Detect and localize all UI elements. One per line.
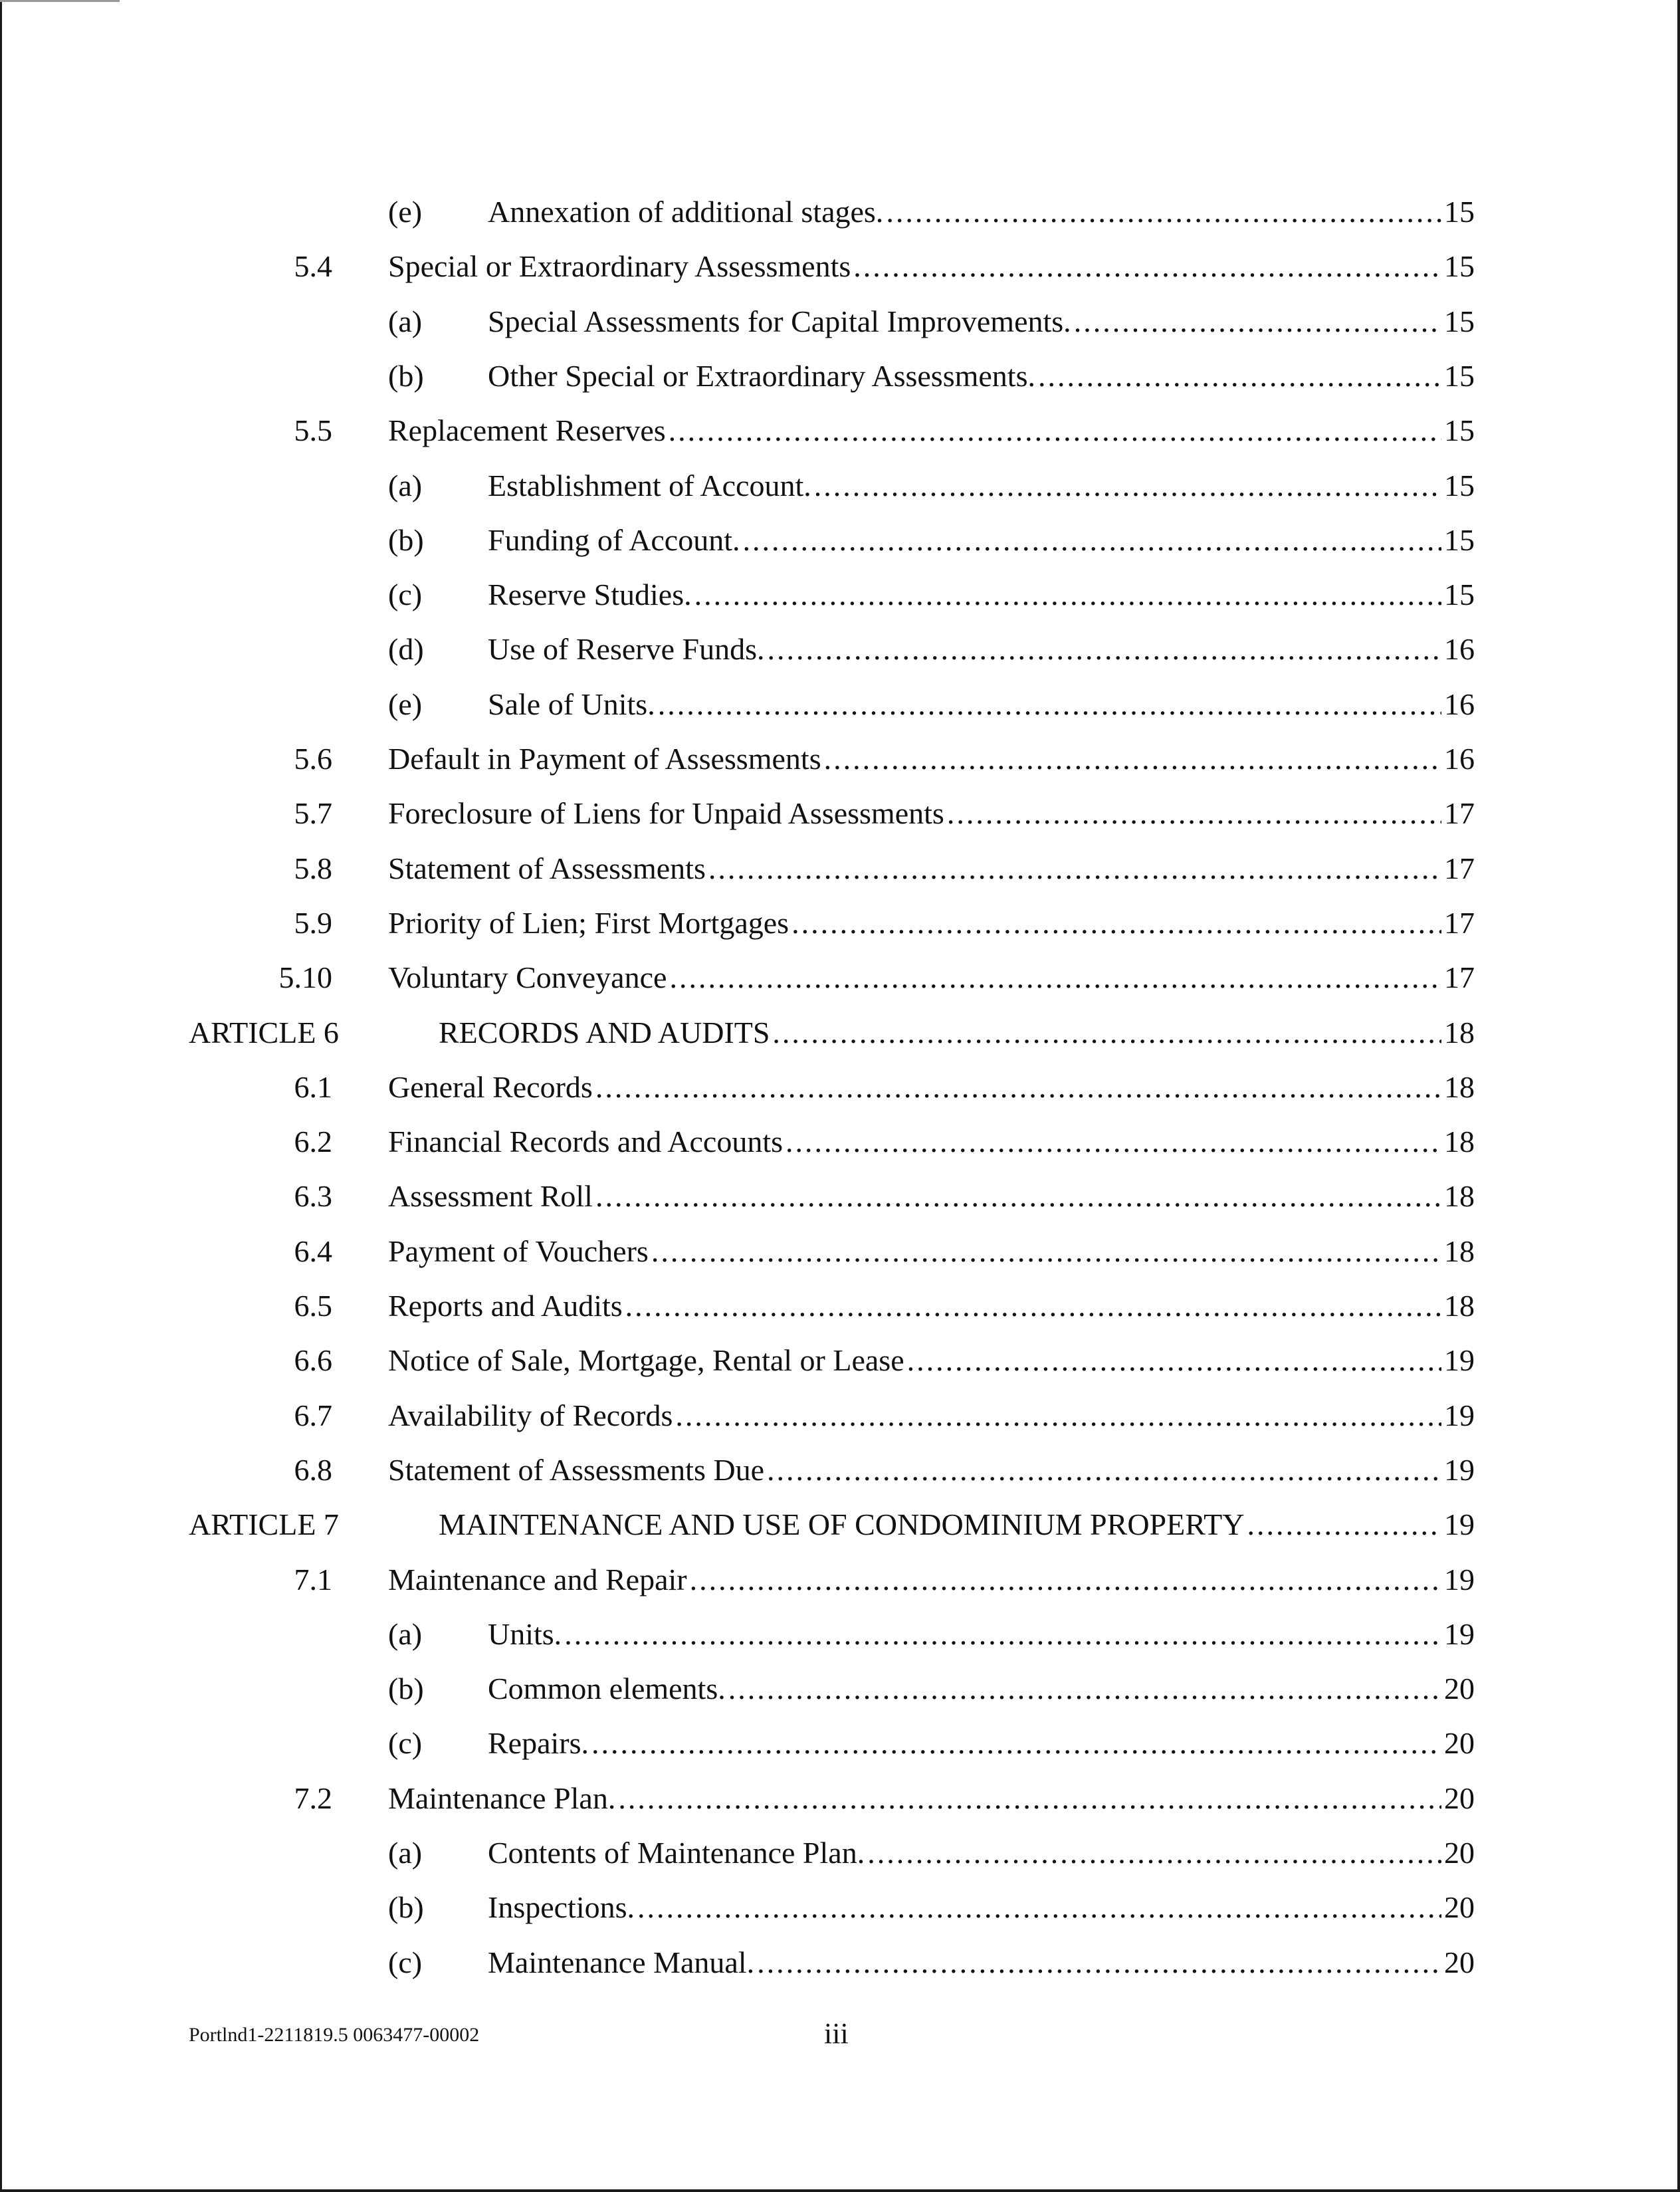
- toc-entry-line: [388, 1115, 1475, 1169]
- toc-section-number: 5.10: [278, 960, 332, 994]
- toc-page-number: 18: [1444, 1289, 1475, 1323]
- dot-leader: [658, 677, 1441, 732]
- toc-entry-line: [388, 1169, 1475, 1224]
- toc-page-number: 18: [1444, 1234, 1475, 1268]
- toc-entry-line: [388, 896, 1475, 950]
- toc-entry-line: [388, 239, 1475, 294]
- toc-section-number: 6.3: [294, 1179, 332, 1213]
- dot-leader: [947, 786, 1441, 841]
- toc-entry: [0, 1060, 1680, 1115]
- toc-entry-title: Inspections.: [488, 1890, 635, 1924]
- toc-entry: [0, 1006, 1680, 1060]
- toc-entry: [0, 1333, 1680, 1388]
- toc-page-number: 20: [1444, 1672, 1475, 1705]
- toc-section-number: 7.1: [294, 1563, 332, 1596]
- toc-entry-title: Voluntary Conveyance: [388, 960, 667, 994]
- toc-article-number: ARTICLE 6: [189, 1016, 339, 1049]
- dot-leader: [669, 950, 1441, 1005]
- toc-section-number: 5.9: [294, 906, 332, 940]
- dot-leader: [1038, 349, 1441, 403]
- toc-entry-title: Financial Records and Accounts: [388, 1125, 784, 1158]
- toc-subsection-label: (b): [388, 1890, 424, 1924]
- toc-page-number: 20: [1444, 1781, 1475, 1815]
- toc-page-number: 17: [1444, 960, 1475, 994]
- toc-entry: [0, 677, 1680, 732]
- toc-entry: [0, 1115, 1680, 1169]
- toc-page-number: 20: [1444, 1890, 1475, 1924]
- toc-subsection-label: (a): [388, 1617, 423, 1651]
- toc-entry-line: [488, 349, 1475, 403]
- dot-leader: [814, 459, 1441, 513]
- toc-subsection-label: (b): [388, 523, 424, 557]
- toc-section-number: 6.8: [294, 1453, 332, 1487]
- toc-entry-line: [488, 185, 1475, 239]
- toc-entry-title: Annexation of additional stages.: [488, 195, 884, 229]
- toc-entry: [0, 1224, 1680, 1279]
- toc-page-number: 20: [1444, 1945, 1475, 1979]
- dot-leader: [853, 239, 1441, 294]
- toc-page-number: 19: [1444, 1453, 1475, 1487]
- toc-section-number: 6.6: [294, 1343, 332, 1377]
- toc-page-number: 15: [1444, 578, 1475, 611]
- toc-subsection-label: (e): [388, 687, 423, 721]
- toc-entry-title: Use of Reserve Funds.: [488, 632, 765, 666]
- toc-subsection-label: (d): [388, 632, 424, 666]
- toc-section-number: 5.7: [294, 796, 332, 830]
- toc-page-number: 19: [1444, 1398, 1475, 1432]
- toc-entry-line: [388, 1333, 1475, 1388]
- toc-entry-line: [388, 1553, 1475, 1607]
- toc-entry: [0, 1716, 1680, 1771]
- toc-entry-line: [488, 1716, 1475, 1771]
- toc-entry-line: [388, 950, 1475, 1005]
- dot-leader: [690, 1553, 1441, 1607]
- toc-section-number: 5.8: [294, 851, 332, 885]
- toc-entry-line: [488, 1826, 1475, 1880]
- dot-leader: [867, 1826, 1441, 1880]
- toc-page-number: 18: [1444, 1016, 1475, 1049]
- toc-page-number: 18: [1444, 1070, 1475, 1104]
- toc-entry-line: [388, 732, 1475, 786]
- toc-entry-line: [488, 513, 1475, 568]
- toc-page-number: 15: [1444, 523, 1475, 557]
- dot-leader: [1247, 1497, 1441, 1552]
- toc-entry: [0, 1771, 1680, 1826]
- toc-entry: [0, 1662, 1680, 1716]
- toc-entry: [0, 349, 1680, 403]
- toc-entry-title: Funding of Account.: [488, 523, 740, 557]
- toc-entry-line: [488, 622, 1475, 677]
- toc-entry: [0, 1279, 1680, 1333]
- toc-entry: [0, 1826, 1680, 1880]
- toc-entry-title: Priority of Lien; First Mortgages: [388, 906, 789, 940]
- dot-leader: [757, 1935, 1441, 1990]
- toc-subsection-label: (e): [388, 195, 423, 229]
- toc-entry: [0, 459, 1680, 513]
- toc-page-number: 20: [1444, 1836, 1475, 1870]
- toc-entry-line: [388, 1771, 1475, 1826]
- toc-subsection-label: (c): [388, 1945, 423, 1979]
- toc-entry: [0, 1443, 1680, 1497]
- toc-page-number: 19: [1444, 1343, 1475, 1377]
- toc-entry: [0, 841, 1680, 896]
- toc-page-number: 16: [1444, 687, 1475, 721]
- toc-entry-title: Default in Payment of Assessments: [388, 742, 821, 776]
- toc-entry: [0, 239, 1680, 294]
- toc-entry-line: [388, 1060, 1475, 1115]
- toc-entry-title: Notice of Sale, Mortgage, Rental or Lease: [388, 1343, 904, 1377]
- toc-entry: [0, 1497, 1680, 1552]
- dot-leader: [591, 1716, 1441, 1771]
- toc-entry-line: [388, 1279, 1475, 1333]
- toc-entry-line: [388, 1388, 1475, 1443]
- toc-entry-title: Maintenance Plan.: [388, 1781, 616, 1815]
- toc-entry-title: Maintenance Manual.: [488, 1945, 755, 1979]
- toc-article-number: ARTICLE 7: [189, 1507, 339, 1541]
- toc-entry-title: Other Special or Extraordinary Assessments.: [488, 359, 1035, 393]
- dot-leader: [625, 1279, 1441, 1333]
- toc-subsection-label: (a): [388, 469, 423, 502]
- toc-subsection-label: (c): [388, 1726, 423, 1760]
- toc-entry-line: [388, 841, 1475, 896]
- toc-entry-title: Replacement Reserves: [388, 413, 666, 447]
- toc-page-number: 17: [1444, 906, 1475, 940]
- toc-entry: [0, 1935, 1680, 1990]
- toc-page-number: 19: [1444, 1617, 1475, 1651]
- toc-section-number: 5.4: [294, 249, 332, 283]
- toc-entry-title: Availability of Records: [388, 1398, 673, 1432]
- toc-entry-title: Special or Extraordinary Assessments: [388, 249, 851, 283]
- toc-subsection-label: (a): [388, 1836, 423, 1870]
- toc-subsection-label: (c): [388, 578, 423, 611]
- toc-entry: [0, 622, 1680, 677]
- toc-entry-line: [388, 1443, 1475, 1497]
- toc-entry-title: Foreclosure of Liens for Unpaid Assessments: [388, 796, 944, 830]
- toc-entry-line: [439, 1006, 1475, 1060]
- toc-section-number: 6.1: [294, 1070, 332, 1104]
- toc-entry-title: Common elements.: [488, 1672, 726, 1705]
- dot-leader: [675, 1388, 1441, 1443]
- toc-section-number: 6.2: [294, 1125, 332, 1158]
- toc-entry-line: [488, 1662, 1475, 1716]
- toc-entry: [0, 568, 1680, 622]
- scan-mark-top: [0, 0, 120, 2]
- dot-leader: [767, 1443, 1441, 1497]
- toc-entry-line: [388, 786, 1475, 841]
- toc-entry: [0, 786, 1680, 841]
- toc-entry-title: Assessment Roll: [388, 1179, 593, 1213]
- toc-entry-line: [388, 1224, 1475, 1279]
- toc-entry-title: Sale of Units.: [488, 687, 655, 721]
- toc-page-number: 17: [1444, 796, 1475, 830]
- toc-entry-title: Statement of Assessments Due: [388, 1453, 764, 1487]
- scan-border-bottom: [0, 2189, 1680, 2192]
- dot-leader: [637, 1880, 1441, 1935]
- toc-entry: [0, 513, 1680, 568]
- dot-leader: [742, 513, 1441, 568]
- dot-leader: [669, 403, 1441, 458]
- toc-entry-line: [488, 294, 1475, 349]
- dot-leader: [786, 1115, 1441, 1169]
- toc-entry-title: RECORDS AND AUDITS: [439, 1016, 770, 1049]
- toc-entry-line: [488, 459, 1475, 513]
- toc-entry: [0, 403, 1680, 458]
- toc-entry: [0, 1388, 1680, 1443]
- dot-leader: [728, 1662, 1441, 1716]
- toc-entry-line: [488, 568, 1475, 622]
- dot-leader: [694, 568, 1441, 622]
- toc-page-number: 15: [1444, 469, 1475, 502]
- toc-entry: [0, 1880, 1680, 1935]
- dot-leader: [772, 1006, 1441, 1060]
- toc-entry-title: Reserve Studies.: [488, 578, 692, 611]
- toc-page-number: 19: [1444, 1563, 1475, 1596]
- toc-section-number: 6.5: [294, 1289, 332, 1323]
- dot-leader: [791, 896, 1441, 950]
- toc-page-number: 19: [1444, 1507, 1475, 1541]
- toc-entry: [0, 185, 1680, 239]
- toc-page-number: 15: [1444, 359, 1475, 393]
- toc-entry: [0, 950, 1680, 1005]
- toc-page-number: 15: [1444, 304, 1475, 338]
- toc-entry-title: Reports and Audits: [388, 1289, 623, 1323]
- toc-entry: [0, 1169, 1680, 1224]
- dot-leader: [768, 622, 1442, 677]
- toc-section-number: 7.2: [294, 1781, 332, 1815]
- toc-page-number: 18: [1444, 1125, 1475, 1158]
- toc-section-number: 5.5: [294, 413, 332, 447]
- dot-leader: [886, 185, 1441, 239]
- toc-page-number: 15: [1444, 249, 1475, 283]
- toc-entry: [0, 896, 1680, 950]
- toc-entry-title: Payment of Vouchers: [388, 1234, 649, 1268]
- toc-entry-title: Establishment of Account.: [488, 469, 811, 502]
- toc-section-number: 6.7: [294, 1398, 332, 1432]
- dot-leader: [708, 841, 1441, 896]
- toc-subsection-label: (a): [388, 304, 423, 338]
- toc-page-number: 17: [1444, 851, 1475, 885]
- toc-entry: [0, 1553, 1680, 1607]
- toc-entry-title: Repairs.: [488, 1726, 589, 1760]
- dot-leader: [651, 1224, 1441, 1279]
- toc-subsection-label: (b): [388, 359, 424, 393]
- toc-subsection-label: (b): [388, 1672, 424, 1705]
- dot-leader: [595, 1060, 1441, 1115]
- toc-entry-title: Units.: [488, 1617, 562, 1651]
- dot-leader: [824, 732, 1441, 786]
- toc-entry: [0, 1607, 1680, 1662]
- toc-page-number: 18: [1444, 1179, 1475, 1213]
- toc-entry-line: [388, 403, 1475, 458]
- toc-page-number: 15: [1444, 413, 1475, 447]
- dot-leader: [907, 1333, 1441, 1388]
- toc-entry-line: [488, 677, 1475, 732]
- toc-entry-line: [488, 1935, 1475, 1990]
- dot-leader: [595, 1169, 1441, 1224]
- toc-page-number: 16: [1444, 742, 1475, 776]
- toc-entry-title: MAINTENANCE AND USE OF CONDOMINIUM PROPERTY: [439, 1507, 1245, 1541]
- toc-entry-line: [439, 1497, 1475, 1552]
- toc-page-number: 16: [1444, 632, 1475, 666]
- toc-entry-title: General Records: [388, 1070, 593, 1104]
- toc-entry-title: Statement of Assessments: [388, 851, 706, 885]
- toc-entry: [0, 294, 1680, 349]
- toc-entry-line: [488, 1880, 1475, 1935]
- dot-leader: [1074, 294, 1441, 349]
- footer-document-id: Portlnd1-2211819.5 0063477-00002: [189, 2024, 480, 2046]
- toc-page-number: 15: [1444, 195, 1475, 229]
- toc-section-number: 6.4: [294, 1234, 332, 1268]
- dot-leader: [564, 1607, 1441, 1662]
- toc-entry-line: [488, 1607, 1475, 1662]
- toc-entry-title: Maintenance and Repair: [388, 1563, 687, 1596]
- toc-entry-title: Contents of Maintenance Plan.: [488, 1836, 865, 1870]
- footer-page-number: iii: [824, 2017, 849, 2050]
- dot-leader: [618, 1771, 1441, 1826]
- toc-page-number: 20: [1444, 1726, 1475, 1760]
- toc-entry: [0, 732, 1680, 786]
- toc-section-number: 5.6: [294, 742, 332, 776]
- toc-entry-title: Special Assessments for Capital Improvements.: [488, 304, 1071, 338]
